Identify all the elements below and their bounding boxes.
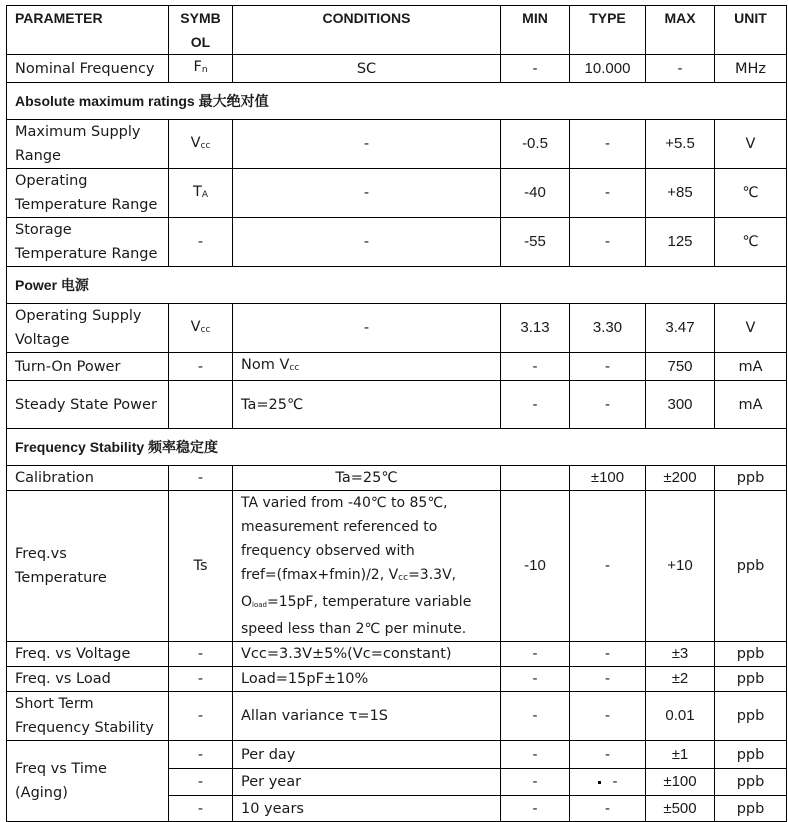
- min-cell: -: [501, 381, 570, 429]
- unit-cell: ppb: [715, 769, 787, 796]
- type-cell: -: [570, 381, 646, 429]
- max-cell: ±1: [646, 741, 715, 769]
- min-cell: [501, 466, 570, 491]
- parameter-cell: Calibration: [7, 466, 169, 491]
- section-title: Power 电源: [7, 267, 787, 304]
- unit-cell: ppb: [715, 692, 787, 741]
- header-parameter: PARAMETER: [7, 6, 169, 55]
- max-cell: 0.01: [646, 692, 715, 741]
- conditions-cell: Nom $V_{cc}$: [233, 353, 501, 381]
- conditions-cell: [233, 491, 501, 642]
- max-cell: ±100: [646, 769, 715, 796]
- parameter-cell: Steady State Power: [7, 381, 169, 429]
- header-max: MAX: [646, 6, 715, 55]
- symbol-cell: $V_{cc}$: [169, 120, 233, 169]
- symbol-cell: -: [169, 667, 233, 692]
- type-cell: -: [570, 491, 646, 642]
- min-cell: -40: [501, 169, 570, 218]
- unit-cell: ppb: [715, 491, 787, 642]
- table-row: [7, 218, 787, 267]
- min-cell: -0.5: [501, 120, 570, 169]
- parameter-cell: Short Term Frequency Stability: [7, 692, 169, 741]
- max-cell: ±200: [646, 466, 715, 491]
- unit-cell: ppb: [715, 466, 787, 491]
- symbol-cell: -: [169, 769, 233, 796]
- type-cell: -: [570, 769, 646, 796]
- conditions-cell: -: [233, 120, 501, 169]
- max-cell: 750: [646, 353, 715, 381]
- conditions-cell: Load=15pF±10%: [233, 667, 501, 692]
- table-row: [7, 353, 787, 381]
- unit-cell: MHz: [715, 55, 787, 83]
- table-row: [7, 304, 787, 353]
- max-cell: 125: [646, 218, 715, 267]
- type-cell: 3.30: [570, 304, 646, 353]
- parameter-cell: Maximum Supply Range: [7, 120, 169, 169]
- type-cell: -: [570, 642, 646, 667]
- conditions-cell: Per year: [233, 769, 501, 796]
- symbol-cell: $F_n$: [169, 55, 233, 83]
- parameter-cell: Storage Temperature Range: [7, 218, 169, 267]
- parameter-cell: Operating Supply Voltage: [7, 304, 169, 353]
- section-title: Frequency Stability 频率稳定度: [7, 429, 787, 466]
- table-row: [7, 667, 787, 692]
- table-row-aging: [7, 741, 787, 769]
- min-cell: -: [501, 692, 570, 741]
- max-cell: -: [646, 55, 715, 83]
- symbol-cell: $T_A$: [169, 169, 233, 218]
- symbol-cell: -: [169, 642, 233, 667]
- conditions-line: frequency observed with: [241, 543, 415, 559]
- symbol-cell: -: [169, 796, 233, 822]
- unit-cell: ppb: [715, 667, 787, 692]
- min-cell: -: [501, 667, 570, 692]
- symbol-cell: -: [169, 218, 233, 267]
- table-row: [7, 381, 787, 429]
- conditions-cell: -: [233, 169, 501, 218]
- min-cell: 3.13: [501, 304, 570, 353]
- header-row: [7, 6, 787, 55]
- conditions-cell: 10 years: [233, 796, 501, 822]
- conditions-cell: Vcc=3.3V±5%(Vc=constant): [233, 642, 501, 667]
- min-cell: -55: [501, 218, 570, 267]
- unit-cell: V: [715, 304, 787, 353]
- table-row: [7, 120, 787, 169]
- conditions-cell: Allan variance τ=1S: [233, 692, 501, 741]
- max-cell: 3.47: [646, 304, 715, 353]
- conditions-cell: -: [233, 218, 501, 267]
- symbol-cell: $V_{cc}$: [169, 304, 233, 353]
- parameter-cell: Freq. vs Voltage: [7, 642, 169, 667]
- min-cell: -: [501, 55, 570, 83]
- max-cell: +5.5: [646, 120, 715, 169]
- type-cell: 10.000: [570, 55, 646, 83]
- max-cell: ±3: [646, 642, 715, 667]
- max-cell: ±500: [646, 796, 715, 822]
- type-cell: -: [570, 692, 646, 741]
- unit-cell: ppb: [715, 642, 787, 667]
- unit-cell: ppb: [715, 741, 787, 769]
- unit-cell: mA: [715, 353, 787, 381]
- conditions-line: TA varied from -40℃ to 85℃,: [241, 495, 448, 511]
- conditions-cell: Ta=25℃: [233, 466, 501, 491]
- section-title: Absolute maximum ratings 最大绝对值: [7, 83, 787, 120]
- section-absolute-max-ratings: [7, 83, 787, 120]
- header-min: MIN: [501, 6, 570, 55]
- section-frequency-stability: [7, 429, 787, 466]
- type-cell: -: [570, 667, 646, 692]
- header-unit: UNIT: [715, 6, 787, 55]
- unit-cell: ppb: [715, 796, 787, 822]
- min-cell: -: [501, 741, 570, 769]
- conditions-line: measurement referenced to: [241, 519, 438, 535]
- type-cell: -: [570, 353, 646, 381]
- symbol-cell: -: [169, 741, 233, 769]
- max-cell: +85: [646, 169, 715, 218]
- header-symbol: SYMB OL: [169, 6, 233, 55]
- symbol-cell: -: [169, 466, 233, 491]
- type-cell: -: [570, 741, 646, 769]
- parameter-cell: Freq. vs Load: [7, 667, 169, 692]
- unit-cell: ℃: [715, 169, 787, 218]
- conditions-line: $O_{load}=15pF$, temperature variable: [241, 594, 472, 610]
- type-cell: -: [570, 120, 646, 169]
- max-cell: +10: [646, 491, 715, 642]
- parameter-cell: Turn-On Power: [7, 353, 169, 381]
- unit-cell: V: [715, 120, 787, 169]
- table-row: [7, 491, 787, 642]
- min-cell: -: [501, 796, 570, 822]
- table-row: [7, 642, 787, 667]
- table-row: [7, 466, 787, 491]
- symbol-cell: -: [169, 353, 233, 381]
- max-cell: ±2: [646, 667, 715, 692]
- header-conditions: CONDITIONS: [233, 6, 501, 55]
- max-cell: 300: [646, 381, 715, 429]
- specifications-table: [6, 5, 787, 822]
- type-cell: -: [570, 218, 646, 267]
- symbol-cell: -: [169, 692, 233, 741]
- table-row: [7, 692, 787, 741]
- parameter-cell: Freq vs Time (Aging): [7, 741, 169, 822]
- parameter-cell: Nominal Frequency: [7, 55, 169, 83]
- type-cell: ±100: [570, 466, 646, 491]
- conditions-cell: Ta=25℃: [233, 381, 501, 429]
- min-cell: -: [501, 353, 570, 381]
- type-cell: -: [570, 796, 646, 822]
- table-row: [7, 169, 787, 218]
- conditions-line: fref=(fmax+fmin)/2, $V_{cc}=3.3V$,: [241, 567, 457, 583]
- stray-dot: [598, 781, 601, 784]
- parameter-cell: Operating Temperature Range: [7, 169, 169, 218]
- conditions-cell: SC: [233, 55, 501, 83]
- conditions-cell: Per day: [233, 741, 501, 769]
- type-cell: -: [570, 169, 646, 218]
- conditions-line: speed less than 2℃ per minute.: [241, 621, 467, 637]
- symbol-cell: Ts: [169, 491, 233, 642]
- unit-cell: ℃: [715, 218, 787, 267]
- section-power: [7, 267, 787, 304]
- unit-cell: mA: [715, 381, 787, 429]
- parameter-cell: Freq.vs Temperature: [7, 491, 169, 642]
- min-cell: -10: [501, 491, 570, 642]
- table-row-nominal-frequency: [7, 55, 787, 83]
- header-type: TYPE: [570, 6, 646, 55]
- min-cell: -: [501, 769, 570, 796]
- symbol-cell: [169, 381, 233, 429]
- conditions-cell: -: [233, 304, 501, 353]
- min-cell: -: [501, 642, 570, 667]
